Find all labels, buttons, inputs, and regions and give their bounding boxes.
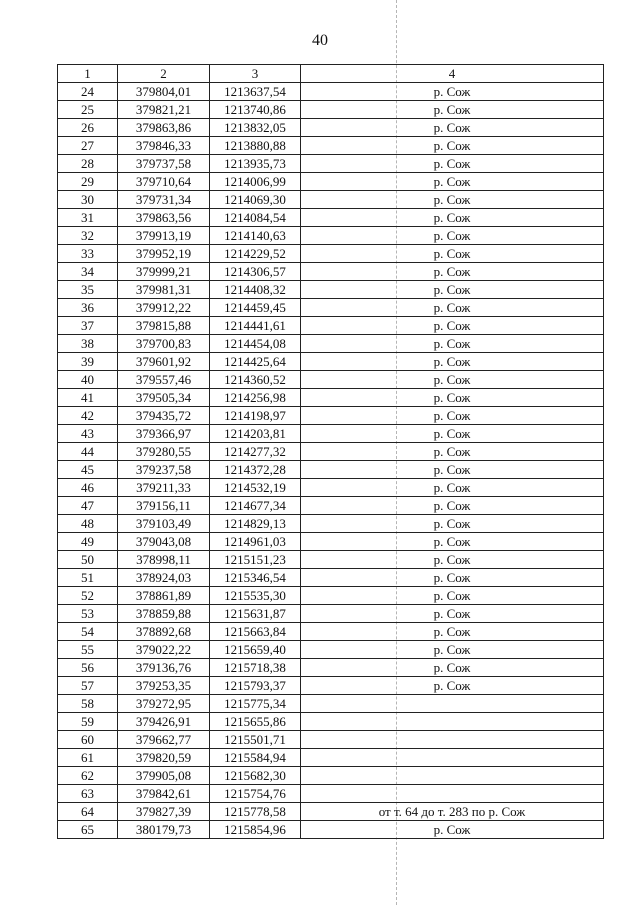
table-row xyxy=(58,623,604,641)
table-cell: 60 xyxy=(58,731,118,749)
table-cell: 1215754,76 xyxy=(210,785,301,803)
table-cell: 28 xyxy=(58,155,118,173)
table-cell: 24 xyxy=(58,83,118,101)
column-header: 1 xyxy=(58,65,118,83)
table-cell: 1214006,99 xyxy=(210,173,301,191)
table-cell: р. Сож xyxy=(301,353,604,371)
table-row xyxy=(58,245,604,263)
table-cell xyxy=(301,695,604,713)
table-cell: 33 xyxy=(58,245,118,263)
table-cell: р. Сож xyxy=(301,281,604,299)
table-cell: 56 xyxy=(58,659,118,677)
table-cell: 378861,89 xyxy=(118,587,210,605)
table-cell: 48 xyxy=(58,515,118,533)
table-cell: р. Сож xyxy=(301,209,604,227)
table-cell: 1214425,64 xyxy=(210,353,301,371)
table-header-row xyxy=(58,65,604,83)
table-cell: 379999,21 xyxy=(118,263,210,281)
table-cell: 379737,58 xyxy=(118,155,210,173)
table-cell: р. Сож xyxy=(301,137,604,155)
table-cell: 31 xyxy=(58,209,118,227)
table-cell: 38 xyxy=(58,335,118,353)
table-cell: р. Сож xyxy=(301,335,604,353)
table-cell: 1215631,87 xyxy=(210,605,301,623)
table-cell: 55 xyxy=(58,641,118,659)
table-row xyxy=(58,353,604,371)
table-cell xyxy=(301,713,604,731)
table-cell: 378859,88 xyxy=(118,605,210,623)
table-cell: 1215659,40 xyxy=(210,641,301,659)
table-cell: 44 xyxy=(58,443,118,461)
table-cell: 1214203,81 xyxy=(210,425,301,443)
table-cell: р. Сож xyxy=(301,569,604,587)
table-cell: 1215682,30 xyxy=(210,767,301,785)
table-cell: 1213637,54 xyxy=(210,83,301,101)
table-cell: 1214677,34 xyxy=(210,497,301,515)
table-cell: 1214069,30 xyxy=(210,191,301,209)
table-cell: 1215663,84 xyxy=(210,623,301,641)
table-cell: 65 xyxy=(58,821,118,839)
table-cell: 45 xyxy=(58,461,118,479)
table-cell: р. Сож xyxy=(301,497,604,515)
table-cell: 379820,59 xyxy=(118,749,210,767)
table-cell: 379136,76 xyxy=(118,659,210,677)
table-cell: 26 xyxy=(58,119,118,137)
table-cell: 40 xyxy=(58,371,118,389)
table-row xyxy=(58,155,604,173)
table-row xyxy=(58,119,604,137)
table-cell: р. Сож xyxy=(301,101,604,119)
table-cell: р. Сож xyxy=(301,155,604,173)
table-cell: 379435,72 xyxy=(118,407,210,425)
table-cell: 379863,56 xyxy=(118,209,210,227)
table-cell: 25 xyxy=(58,101,118,119)
table-cell: 379557,46 xyxy=(118,371,210,389)
table-row xyxy=(58,713,604,731)
table-cell: р. Сож xyxy=(301,551,604,569)
table-cell: р. Сож xyxy=(301,605,604,623)
table-cell: 57 xyxy=(58,677,118,695)
table-cell: р. Сож xyxy=(301,83,604,101)
table-cell: 379272,95 xyxy=(118,695,210,713)
table-row xyxy=(58,497,604,515)
table-cell: 379156,11 xyxy=(118,497,210,515)
table-row xyxy=(58,83,604,101)
table-cell: р. Сож xyxy=(301,407,604,425)
table-cell: 379043,08 xyxy=(118,533,210,551)
table-cell: 379426,91 xyxy=(118,713,210,731)
table-cell: 1214360,52 xyxy=(210,371,301,389)
table-row xyxy=(58,173,604,191)
table-cell: р. Сож xyxy=(301,533,604,551)
table-cell: 59 xyxy=(58,713,118,731)
table-row xyxy=(58,533,604,551)
table-row xyxy=(58,317,604,335)
table-row xyxy=(58,587,604,605)
column-header: 3 xyxy=(210,65,301,83)
table-cell: р. Сож xyxy=(301,389,604,407)
table-cell: 49 xyxy=(58,533,118,551)
table-cell: 39 xyxy=(58,353,118,371)
table-cell: 379804,01 xyxy=(118,83,210,101)
table-cell: 61 xyxy=(58,749,118,767)
table-row xyxy=(58,227,604,245)
table-row xyxy=(58,479,604,497)
table-cell: 379366,97 xyxy=(118,425,210,443)
table-cell: 379981,31 xyxy=(118,281,210,299)
table-cell xyxy=(301,749,604,767)
table-cell: 64 xyxy=(58,803,118,821)
table-cell: 1213935,73 xyxy=(210,155,301,173)
column-header: 2 xyxy=(118,65,210,83)
table-cell: 1213832,05 xyxy=(210,119,301,137)
table-cell: р. Сож xyxy=(301,515,604,533)
table-row xyxy=(58,659,604,677)
table-cell: 1214306,57 xyxy=(210,263,301,281)
table-cell: 43 xyxy=(58,425,118,443)
table-cell xyxy=(301,785,604,803)
table-cell: р. Сож xyxy=(301,677,604,695)
table-cell: 36 xyxy=(58,299,118,317)
table-cell: 34 xyxy=(58,263,118,281)
table-cell: 1214454,08 xyxy=(210,335,301,353)
table-cell: 379905,08 xyxy=(118,767,210,785)
table-row xyxy=(58,551,604,569)
table-row xyxy=(58,407,604,425)
table-cell: 1215718,38 xyxy=(210,659,301,677)
table-cell: 1215854,96 xyxy=(210,821,301,839)
table-row xyxy=(58,749,604,767)
table-cell: 1213740,86 xyxy=(210,101,301,119)
table-cell: 50 xyxy=(58,551,118,569)
table-cell: 379700,83 xyxy=(118,335,210,353)
table-cell: 1215151,23 xyxy=(210,551,301,569)
table-row xyxy=(58,335,604,353)
table-cell: 379505,34 xyxy=(118,389,210,407)
table-row xyxy=(58,137,604,155)
table-row xyxy=(58,101,604,119)
table-cell: 379211,33 xyxy=(118,479,210,497)
table-cell: 379103,49 xyxy=(118,515,210,533)
table-cell: р. Сож xyxy=(301,443,604,461)
table-cell: 27 xyxy=(58,137,118,155)
table-cell: 1214532,19 xyxy=(210,479,301,497)
table-cell: р. Сож xyxy=(301,587,604,605)
table-cell xyxy=(301,767,604,785)
table-cell: 1215655,86 xyxy=(210,713,301,731)
table-cell: 379022,22 xyxy=(118,641,210,659)
table-cell: 379662,77 xyxy=(118,731,210,749)
table-cell: 1214229,52 xyxy=(210,245,301,263)
table-cell: 379952,19 xyxy=(118,245,210,263)
table-cell: 29 xyxy=(58,173,118,191)
table-cell: 379710,64 xyxy=(118,173,210,191)
table-cell: р. Сож xyxy=(301,425,604,443)
table-row xyxy=(58,695,604,713)
table-cell: 54 xyxy=(58,623,118,641)
table-cell: 379842,61 xyxy=(118,785,210,803)
table-row xyxy=(58,443,604,461)
table-cell: 379280,55 xyxy=(118,443,210,461)
table-cell: 379913,19 xyxy=(118,227,210,245)
table-cell: 1214140,63 xyxy=(210,227,301,245)
table-cell: 53 xyxy=(58,605,118,623)
table-cell: р. Сож xyxy=(301,191,604,209)
table-cell: 1214961,03 xyxy=(210,533,301,551)
table-cell: р. Сож xyxy=(301,479,604,497)
table-cell: р. Сож xyxy=(301,245,604,263)
table-row xyxy=(58,803,604,821)
table-cell: 1215778,58 xyxy=(210,803,301,821)
table-cell: 41 xyxy=(58,389,118,407)
table-row xyxy=(58,785,604,803)
table-row xyxy=(58,605,604,623)
table-cell: 51 xyxy=(58,569,118,587)
table-cell: р. Сож xyxy=(301,821,604,839)
table-cell: 32 xyxy=(58,227,118,245)
table-row xyxy=(58,389,604,407)
table-row xyxy=(58,425,604,443)
table-cell: 1214829,13 xyxy=(210,515,301,533)
table-cell: 30 xyxy=(58,191,118,209)
table-cell: 1214441,61 xyxy=(210,317,301,335)
table-row xyxy=(58,641,604,659)
table-cell: 1214256,98 xyxy=(210,389,301,407)
table-cell: от т. 64 до т. 283 по р. Сож xyxy=(301,803,604,821)
table-cell: 1214459,45 xyxy=(210,299,301,317)
table-cell: 62 xyxy=(58,767,118,785)
table-row xyxy=(58,569,604,587)
table-cell: 1214277,32 xyxy=(210,443,301,461)
table-cell: р. Сож xyxy=(301,659,604,677)
table-cell: 379912,22 xyxy=(118,299,210,317)
table-cell: 63 xyxy=(58,785,118,803)
table-cell: 380179,73 xyxy=(118,821,210,839)
table-cell: 35 xyxy=(58,281,118,299)
table-cell: р. Сож xyxy=(301,227,604,245)
table-cell: 379601,92 xyxy=(118,353,210,371)
table-cell: 47 xyxy=(58,497,118,515)
table-cell: 1215793,37 xyxy=(210,677,301,695)
table-row xyxy=(58,263,604,281)
table-cell: 379846,33 xyxy=(118,137,210,155)
table-cell: 1215501,71 xyxy=(210,731,301,749)
table-cell: 1214408,32 xyxy=(210,281,301,299)
table-row xyxy=(58,821,604,839)
table-cell: р. Сож xyxy=(301,461,604,479)
table-cell: 379815,88 xyxy=(118,317,210,335)
table-cell: р. Сож xyxy=(301,371,604,389)
table-cell: 52 xyxy=(58,587,118,605)
table-cell: 378892,68 xyxy=(118,623,210,641)
table-cell: 379237,58 xyxy=(118,461,210,479)
table-row xyxy=(58,461,604,479)
page-number: 40 xyxy=(312,32,328,49)
table-cell: 1215346,54 xyxy=(210,569,301,587)
table-cell: р. Сож xyxy=(301,299,604,317)
table-cell: 37 xyxy=(58,317,118,335)
table-row xyxy=(58,191,604,209)
table-cell: р. Сож xyxy=(301,641,604,659)
table-cell: 379821,21 xyxy=(118,101,210,119)
table-row xyxy=(58,515,604,533)
table-cell: 1215584,94 xyxy=(210,749,301,767)
table-cell: р. Сож xyxy=(301,623,604,641)
table-row xyxy=(58,209,604,227)
table-cell: р. Сож xyxy=(301,119,604,137)
table-row xyxy=(58,731,604,749)
table-cell: 1214372,28 xyxy=(210,461,301,479)
table-cell: 42 xyxy=(58,407,118,425)
table-row xyxy=(58,281,604,299)
table-cell: р. Сож xyxy=(301,173,604,191)
table-cell: 379827,39 xyxy=(118,803,210,821)
table-cell: 378998,11 xyxy=(118,551,210,569)
table-cell: 1215775,34 xyxy=(210,695,301,713)
coordinates-table xyxy=(57,64,604,839)
table-cell: 379863,86 xyxy=(118,119,210,137)
table-row xyxy=(58,371,604,389)
table-cell: 379731,34 xyxy=(118,191,210,209)
table-cell: 1213880,88 xyxy=(210,137,301,155)
table-cell xyxy=(301,731,604,749)
table-cell: 1215535,30 xyxy=(210,587,301,605)
table-cell: 1214198,97 xyxy=(210,407,301,425)
table-cell: 378924,03 xyxy=(118,569,210,587)
table-cell: 58 xyxy=(58,695,118,713)
table-cell: 1214084,54 xyxy=(210,209,301,227)
table-cell: р. Сож xyxy=(301,263,604,281)
table-row xyxy=(58,767,604,785)
table-cell: р. Сож xyxy=(301,317,604,335)
table-row xyxy=(58,299,604,317)
table-cell: 379253,35 xyxy=(118,677,210,695)
column-header: 4 xyxy=(301,65,604,83)
table-cell: 46 xyxy=(58,479,118,497)
table-row xyxy=(58,677,604,695)
